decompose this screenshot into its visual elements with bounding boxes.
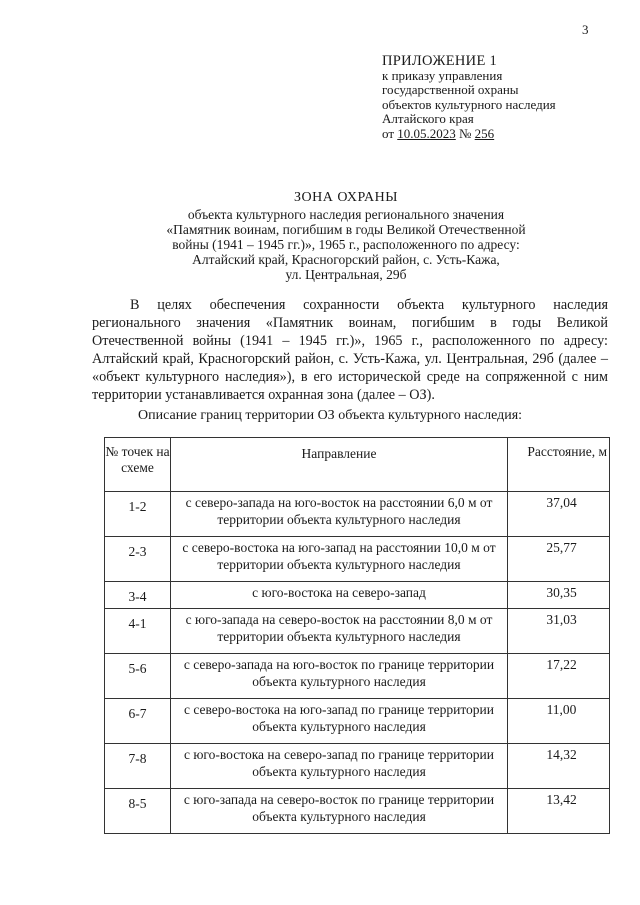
order-number: 256	[474, 125, 495, 141]
cell-distance: 14,32	[508, 744, 610, 789]
approval-block	[382, 54, 622, 141]
table-row	[105, 654, 610, 699]
table-row	[105, 744, 610, 789]
header-points: № точек на схеме	[105, 438, 171, 492]
cell-direction: с юго-востока на северо-запад по границе территории объекта культурного наследия	[171, 744, 508, 789]
cell-direction: с северо-запада на юго-восток по границе территории объекта культурного наследия	[171, 654, 508, 699]
approval-line: Алтайского края	[382, 111, 474, 126]
cell-points: 7-8	[105, 744, 171, 789]
table-row	[105, 609, 610, 654]
header-direction: Направление	[171, 438, 508, 492]
cell-points: 4-1	[105, 609, 171, 654]
number-prefix: №	[459, 125, 472, 141]
header-distance: Расстояние, м	[508, 438, 610, 492]
cell-distance: 37,04	[508, 492, 610, 537]
table-row	[105, 582, 610, 609]
heading-line: войны (1941 – 1945 гг.)», 1965 г., расположенного по адресу:	[172, 237, 520, 252]
cell-distance: 13,42	[508, 789, 610, 834]
heading-line: ул. Центральная, 29б	[285, 267, 407, 282]
approval-title: ПРИЛОЖЕНИЕ 1	[382, 53, 498, 69]
order-date: 10.05.2023	[397, 125, 456, 141]
cell-points: 1-2	[105, 492, 171, 537]
cell-direction: с северо-востока на юго-запад по границе территории объекта культурного наследия	[171, 699, 508, 744]
cell-distance: 25,77	[508, 537, 610, 582]
approval-date-line	[382, 127, 622, 142]
cell-points: 3-4	[105, 582, 171, 609]
borders-table	[104, 437, 610, 834]
heading-line: объекта культурного наследия регионального значения	[187, 207, 505, 222]
cell-direction: с юго-запада на северо-восток на расстоянии 8,0 м от территории объекта культурного наследия	[171, 609, 508, 654]
cell-points: 6-7	[105, 699, 171, 744]
approval-line: государственной охраны	[382, 82, 519, 97]
cell-points: 5-6	[105, 654, 171, 699]
cell-direction: с юго-востока на северо-запад	[171, 582, 508, 609]
table-row	[105, 537, 610, 582]
date-prefix: от	[382, 125, 395, 141]
table-row	[105, 492, 610, 537]
cell-direction: с северо-запада на юго-восток на расстоянии 6,0 м от территории объекта культурного наследия	[171, 492, 508, 537]
cell-distance: 30,35	[508, 582, 610, 609]
cell-points: 2-3	[105, 537, 171, 582]
table-row	[105, 789, 610, 834]
cell-direction: с юго-запада на северо-восток по границе территории объекта культурного наследия	[171, 789, 508, 834]
table-row	[105, 699, 610, 744]
heading-line: «Памятник воинам, погибшим в годы Великой Отечественной	[166, 222, 526, 237]
cell-distance: 11,00	[508, 699, 610, 744]
document-heading	[96, 190, 596, 282]
approval-line: к приказу управления	[382, 67, 503, 83]
cell-distance: 31,03	[508, 609, 610, 654]
table-caption: Описание границ территории ОЗ объекта культурного наследия:	[138, 408, 523, 423]
page-number: 3	[582, 22, 589, 37]
zone-title: ЗОНА ОХРАНЫ	[294, 190, 398, 205]
cell-points: 8-5	[105, 789, 171, 834]
table-header-row	[105, 438, 610, 492]
body-paragraph: В целях обеспечения сохранности объекта культурного наследия регионального значения «Памятник воинам, погибшим в годы Великой Отечественной войны (1941 – 1945 гг.)», 1965 г., расположенного по адресу: Алтайский край, Красногорский район, с. Усть-Кажа, ул. Центральная, 29б (далее – «объект культурного наследия»), в его исторической среде на сопряженной с ним территории устанавливается охранная зона (далее – ОЗ).	[92, 297, 608, 403]
cell-direction: с северо-востока на юго-запад на расстоянии 10,0 м от территории объекта культурного наследия	[171, 537, 508, 582]
heading-line: Алтайский край, Красногорский район, с. Усть-Кажа,	[192, 252, 500, 267]
approval-line: объектов культурного наследия	[382, 96, 556, 112]
cell-distance: 17,22	[508, 654, 610, 699]
